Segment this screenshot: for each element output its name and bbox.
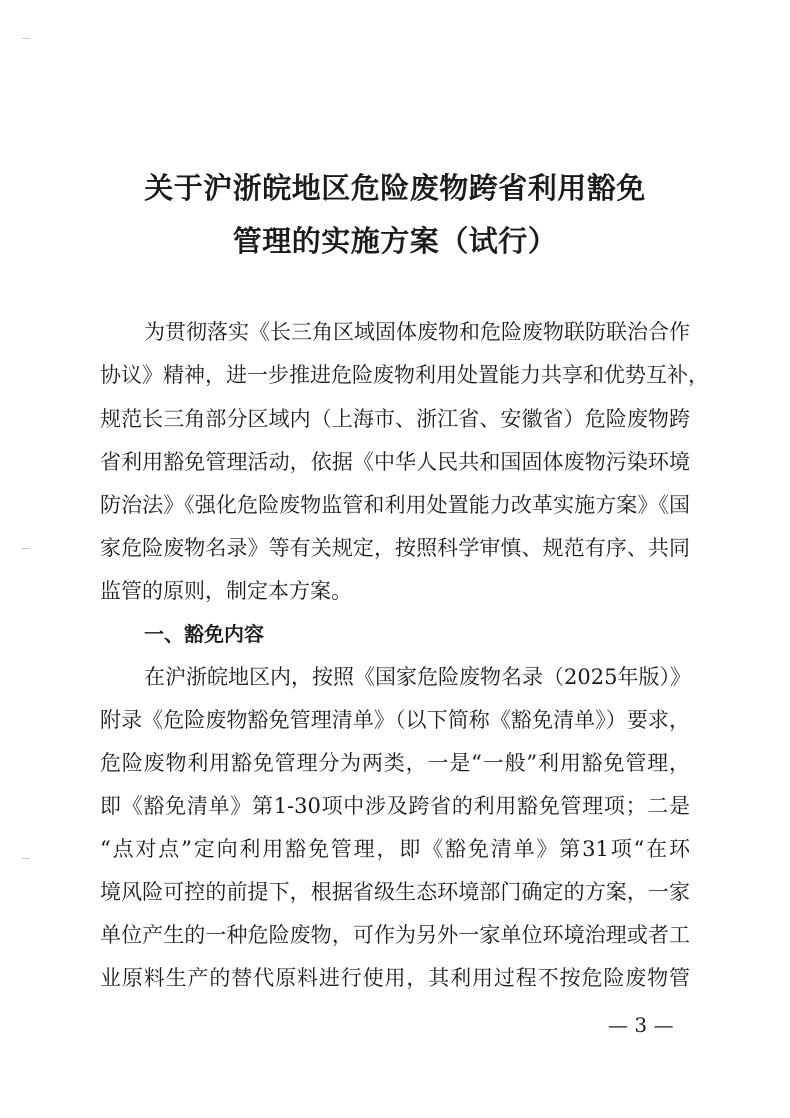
section-paragraph-line: 单位产生的一种危险废物，可作为另外一家单位环境治理或者工 [100, 923, 690, 947]
section-paragraph-line: 在沪浙皖地区内，按照《国家危险废物名录（2025年版）》 [144, 665, 691, 689]
scan-edge-mark [22, 858, 30, 859]
intro-paragraph-line: 监管的原则，制定本方案。 [100, 579, 352, 603]
section-paragraph-line: 即《豁免清单》第1-30项中涉及跨省的利用豁免管理项；二是 [100, 794, 690, 818]
page-number: — 3 — [608, 1013, 674, 1037]
scan-edge-mark [22, 548, 30, 549]
intro-paragraph-line: 协议》精神，进一步推进危险废物利用处置能力共享和优势互补， [100, 363, 709, 387]
scan-edge-mark [22, 38, 30, 39]
intro-paragraph-line: 家危险废物名录》等有关规定，按照科学审慎、规范有序、共同 [100, 536, 690, 560]
section-heading: 一、豁免内容 [144, 622, 264, 646]
section-paragraph-line: 境风险可控的前提下，根据省级生态环境部门确定的方案，一家 [100, 880, 690, 904]
intro-paragraph-line: 规范长三角部分区域内（上海市、浙江省、安徽省）危险废物跨 [100, 407, 690, 431]
section-paragraph-line: “点对点”定向利用豁免管理，即《豁免清单》第31项“在环 [100, 837, 690, 861]
section-paragraph-line: 危险废物利用豁免管理分为两类，一是“一般”利用豁免管理， [100, 751, 690, 775]
document-title-line-1: 关于沪浙皖地区危险废物跨省利用豁免 [144, 171, 646, 205]
section-paragraph-line: 业原料生产的替代原料进行使用，其利用过程不按危险废物管 [100, 966, 690, 990]
intro-paragraph-line: 省利用豁免管理活动，依据《中华人民共和国固体废物污染环境 [100, 450, 690, 474]
document-title-line-2: 管理的实施方案（试行） [232, 224, 558, 258]
section-paragraph-line: 附录《危险废物豁免管理清单》（以下简称《豁免清单》）要求， [100, 708, 690, 732]
intro-paragraph-line: 为贯彻落实《长三角区域固体废物和危险废物联防联治合作 [144, 320, 690, 344]
intro-paragraph-line: 防治法》《强化危险废物监管和利用处置能力改革实施方案》《国 [100, 493, 690, 517]
